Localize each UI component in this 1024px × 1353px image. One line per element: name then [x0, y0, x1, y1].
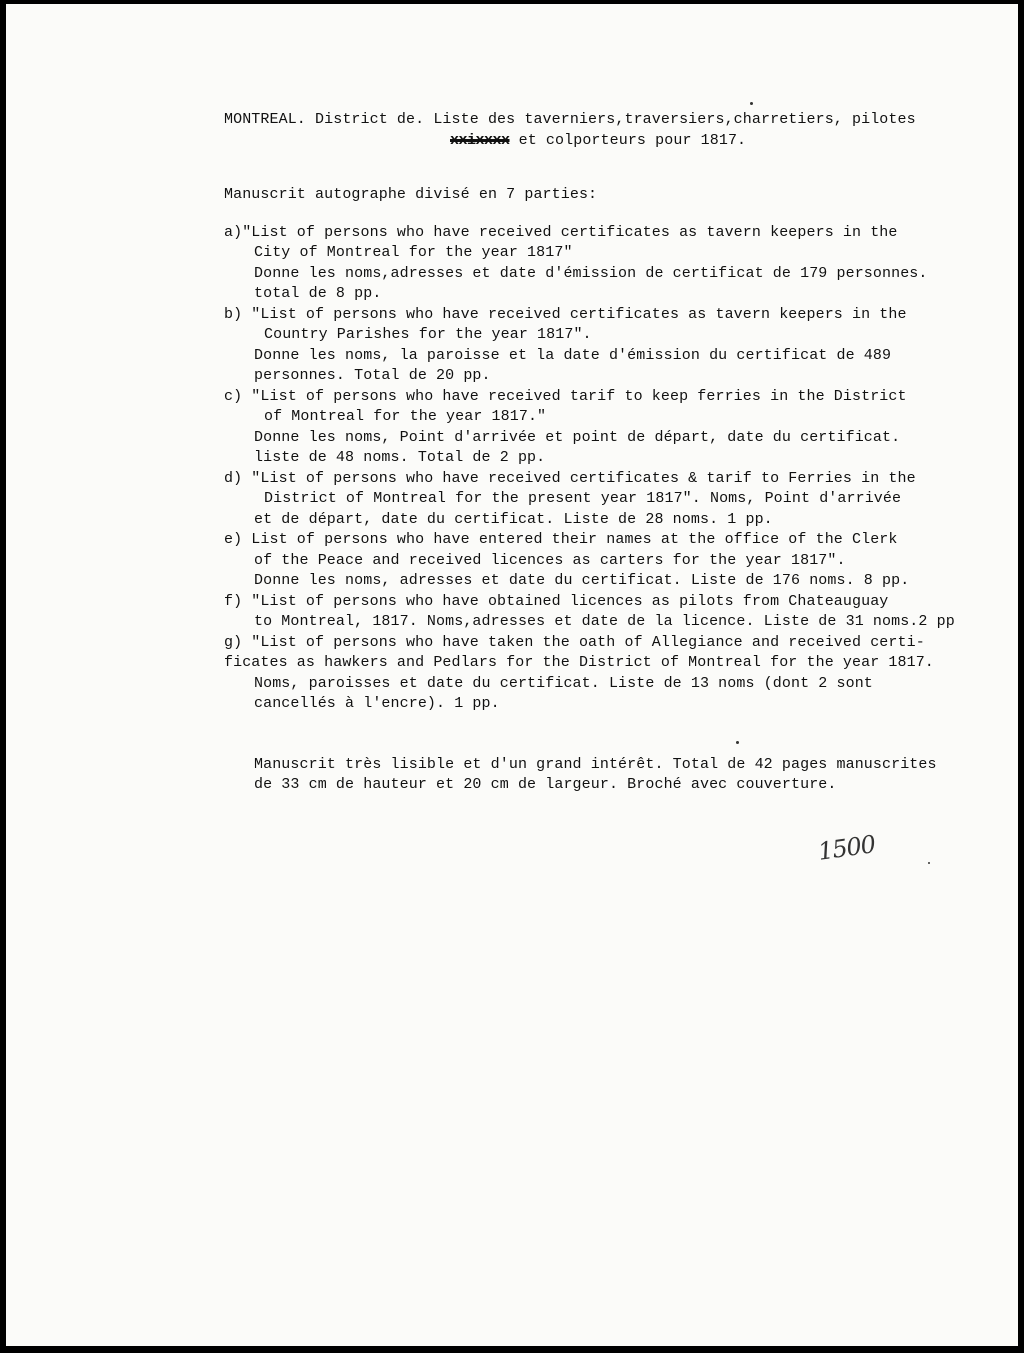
ink-speck — [750, 102, 753, 105]
item-a-line-4: total de 8 pp. — [254, 285, 382, 302]
item-e-line-1: e) List of persons who have entered their names at the office of the Clerk — [224, 531, 898, 548]
item-b-line-2: Country Parishes for the year 1817". — [264, 326, 592, 343]
closing-paragraph — [224, 755, 1014, 796]
list-item-g — [224, 633, 1014, 715]
handwritten-price-note: 1500 — [816, 830, 877, 866]
intro-text: Manuscrit autographe divisé en 7 parties: — [224, 186, 598, 203]
item-g-line-2: ficates as hawkers and Pedlars for the District of Montreal for the year 1817. — [224, 654, 934, 671]
list-item-a — [224, 223, 1014, 305]
item-f-line-2: to Montreal, 1817. Noms,adresses et date de la licence. Liste de 31 noms.2 pp — [254, 613, 955, 630]
item-b-line-4: personnes. Total de 20 pp. — [254, 367, 491, 384]
item-d-line-2: District of Montreal for the present year 1817". Noms, Point d'arrivée — [264, 490, 902, 507]
list-item-f — [224, 592, 1014, 633]
document-page — [6, 4, 1018, 1346]
document-body — [224, 110, 1014, 796]
item-a-line-1: a)"List of persons who have received certificates as tavern keepers in the — [224, 223, 898, 241]
ink-speck — [736, 741, 739, 744]
item-c-line-4: liste de 48 noms. Total de 2 pp. — [254, 449, 546, 466]
item-a-line-2: City of Montreal for the year 1817" — [254, 244, 573, 261]
item-c-line-2: of Montreal for the year 1817." — [264, 408, 547, 425]
item-g-line-3: Noms, paroisses et date du certificat. Liste de 13 noms (dont 2 sont — [254, 674, 873, 692]
item-d-line-1: d) "List of persons who have received certificates & tarif to Ferries in the — [224, 469, 916, 487]
item-g-line-4: cancellés à l'encre). 1 pp. — [254, 695, 500, 712]
list-item-b — [224, 305, 1014, 387]
item-c-line-1: c) "List of persons who have received tarif to keep ferries in the District — [224, 387, 907, 405]
header-line-2 — [224, 131, 1014, 152]
item-b-line-1: b) "List of persons who have received certificates as tavern keepers in the — [224, 305, 907, 323]
closing-line-2: de 33 cm de hauteur et 20 cm de largeur. Broché avec couverture. — [254, 776, 837, 793]
list-item-e — [224, 530, 1014, 592]
list-item-d — [224, 469, 1014, 531]
item-f-line-1: f) "List of persons who have obtained licences as pilots from Chateauguay — [224, 592, 889, 610]
item-d-line-3: et de départ, date du certificat. Liste de 28 noms. 1 pp. — [254, 510, 773, 528]
item-a-line-3: Donne les noms,adresses et date d'émission de certificat de 179 personnes. — [254, 264, 928, 282]
list-item-c — [224, 387, 1014, 469]
header-line-1: MONTREAL. District de. Liste des taverniers,traversiers,charretiers, pilotes — [224, 111, 916, 128]
header-line-2-text: et colporteurs pour 1817. — [509, 131, 747, 149]
item-b-line-3: Donne les noms, la paroisse et la date d'émission du certificat de 489 — [254, 346, 892, 364]
closing-line-1: Manuscrit très lisible et d'un grand intérêt. Total de 42 pages manuscrites — [254, 755, 937, 773]
item-g-line-1: g) "List of persons who have taken the oath of Allegiance and received certi- — [224, 633, 925, 651]
ink-speck — [928, 862, 930, 864]
item-e-line-3: Donne les noms, adresses et date du certificat. Liste de 176 noms. 8 pp. — [254, 572, 910, 589]
struck-out-word: xxixxxx — [450, 131, 510, 149]
item-e-line-2: of the Peace and received licences as carters for the year 1817". — [254, 551, 846, 569]
item-c-line-3: Donne les noms, Point d'arrivée et point de départ, date du certificat. — [254, 428, 901, 446]
